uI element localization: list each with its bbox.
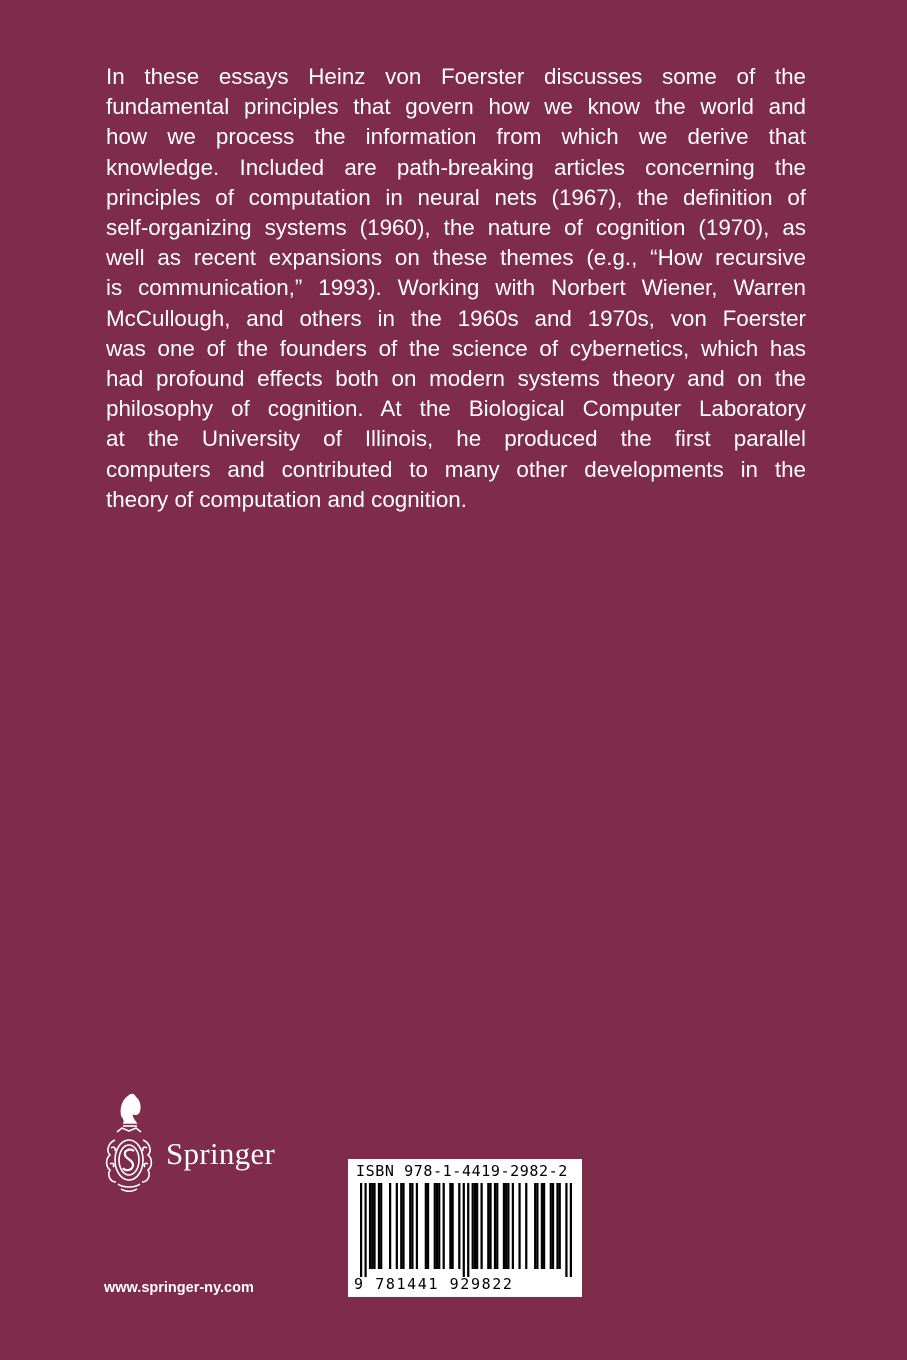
barcode-bar: [518, 1183, 520, 1269]
barcode-bar: [525, 1183, 527, 1269]
blurb-line: how we process the information from which we derive that: [106, 124, 806, 150]
barcode-bar: [463, 1183, 465, 1277]
barcode-bar: [411, 1183, 413, 1269]
barcode-bar: [503, 1183, 505, 1269]
blurb-line: is communication,” 1993). Working with Norbert Wiener, Warren: [106, 275, 806, 301]
barcode-bar: [481, 1183, 483, 1269]
blurb-line: theory of computation and cognition.: [106, 486, 467, 512]
isbn-barcode: [348, 1159, 582, 1297]
barcode-bar: [541, 1183, 543, 1269]
barcode-bar: [565, 1183, 567, 1277]
barcode-bar: [416, 1183, 418, 1269]
blurb-line: In these essays Heinz von Foerster discusses some of the: [106, 64, 806, 89]
publisher-name: Springer: [166, 1136, 276, 1171]
barcode-bar: [543, 1183, 545, 1269]
barcode-bar: [472, 1183, 474, 1269]
barcode-bar: [494, 1183, 496, 1269]
blurb-line: fundamental principles that govern how we know the world and: [106, 94, 806, 120]
barcode-bar: [552, 1183, 554, 1269]
barcode-bar: [451, 1183, 453, 1269]
barcode-bar: [436, 1183, 438, 1269]
publisher-website: www.springer-ny.com: [104, 1280, 254, 1296]
barcode-bar: [371, 1183, 373, 1269]
barcode-bar: [402, 1183, 404, 1269]
barcode-bar: [438, 1183, 440, 1269]
barcode-bar: [434, 1183, 436, 1269]
barcode-bar: [534, 1183, 536, 1269]
barcode-bar: [389, 1183, 391, 1269]
barcode-bar: [427, 1183, 429, 1269]
barcode-bar: [449, 1183, 451, 1269]
barcode-bar: [467, 1183, 469, 1277]
barcode-bar: [507, 1183, 509, 1269]
blurb-line: knowledge. Included are path-breaking articles concerning the: [106, 154, 806, 180]
barcode-bar: [396, 1183, 398, 1269]
barcode-bar: [369, 1183, 371, 1269]
blurb-line: had profound effects both on modern systems theory and on the: [106, 366, 806, 392]
barcode-bar: [496, 1183, 498, 1269]
blurb-line: was one of the founders of the science of cybernetics, which has: [106, 335, 806, 361]
barcode-bar: [476, 1183, 478, 1269]
barcode-bar: [364, 1183, 366, 1277]
blurb-line: computers and contributed to many other developments in the: [106, 456, 806, 482]
barcode-bar: [400, 1183, 402, 1269]
barcode-bar: [425, 1183, 427, 1269]
barcode-bar: [487, 1183, 489, 1269]
publisher-logo: [98, 1088, 275, 1200]
blurb-line: principles of computation in neural nets (1967), the definition of: [106, 184, 806, 210]
blurb-line: self-organizing systems (1960), the nature of cognition (1970), as: [106, 215, 806, 241]
barcode-bar: [556, 1183, 558, 1269]
barcode-bar: [489, 1183, 491, 1269]
barcode-bars: [360, 1183, 572, 1277]
barcode-bar: [550, 1183, 552, 1269]
back-cover-blurb: [106, 62, 806, 515]
blurb-line: philosophy of cognition. At the Biological Computer Laboratory: [106, 396, 806, 422]
barcode-bar: [409, 1183, 411, 1269]
barcode-bar: [536, 1183, 538, 1269]
barcode-bar: [443, 1183, 445, 1269]
springer-knight-seal-icon: [98, 1088, 160, 1200]
barcode-bar: [373, 1183, 375, 1269]
barcode-bar: [559, 1183, 561, 1269]
barcode-bar: [474, 1183, 476, 1269]
barcode-bar: [380, 1183, 382, 1269]
blurb-line: at the University of Illinois, he produced the first parallel: [106, 426, 806, 452]
barcode-bar: [378, 1183, 380, 1269]
barcode-bar: [458, 1183, 460, 1269]
isbn-label: ISBN 978-1-4419-2982-2: [356, 1162, 568, 1180]
barcode-digits: 9 781441 929822: [354, 1275, 514, 1293]
barcode-bar: [512, 1183, 514, 1269]
barcode-bar: [570, 1183, 572, 1277]
blurb-line: McCullough, and others in the 1960s and 1970s, von Foerster: [106, 305, 806, 331]
barcode-bar: [360, 1183, 362, 1277]
blurb-line: well as recent expansions on these themes (e.g., “How recursive: [106, 245, 806, 271]
barcode-bar: [505, 1183, 507, 1269]
